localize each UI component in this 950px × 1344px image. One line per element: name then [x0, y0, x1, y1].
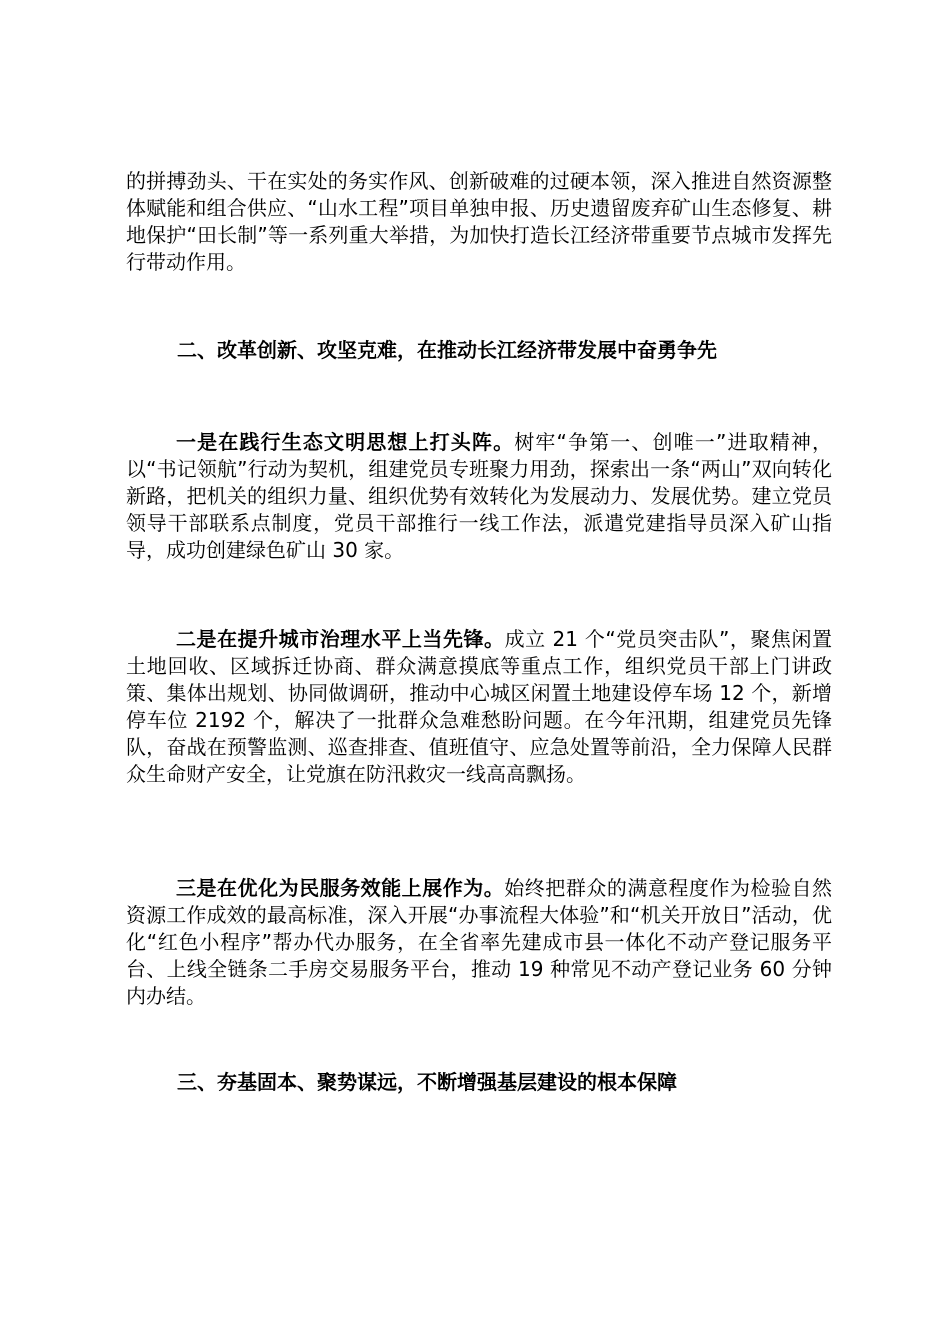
point-three-paragraph	[126, 875, 832, 1010]
point-one-lead: 一是在践行生态文明思想上打头阵。	[176, 430, 515, 454]
section-three-heading: 三、夯基固本、聚势谋远，不断增强基层建设的根本保障	[177, 1070, 677, 1094]
point-two-paragraph	[126, 626, 832, 788]
point-three-lead: 三是在优化为民服务效能上展作为。	[176, 876, 505, 900]
intro-paragraph: 的拼搏劲头、干在实处的务实作风、创新破难的过硬本领，深入推进自然资源整体赋能和组合供应、“山水工程”项目单独申报、历史遗留废弃矿山生态修复、耕地保护“田长制”等一系列重大举措，为加快打造长江经济带重要节点城市发挥先行带动作用。	[126, 169, 832, 274]
point-two-lead: 二是在提升城市治理水平上当先锋。	[176, 627, 505, 651]
section-two-heading: 二、改革创新、攻坚克难，在推动长江经济带发展中奋勇争先	[177, 338, 717, 362]
point-one-paragraph	[126, 429, 832, 564]
point-three-body: 始终把群众的满意程度作为检验自然资源工作成效的最高标准，深入开展“办事流程大体验”和“机关开放日”活动，优化“红色小程序”帮办代办服务，在全省率先建成市县一体化不动产登记服务平台、上线全链条二手房交易服务平台，推动 19 种常见不动产登记业务 60 分钟内办结。	[126, 876, 833, 1008]
point-one-body: 树牢“争第一、创唯一”进取精神，以“书记领航”行动为契机，组建党员专班聚力用劲，探索出一条“两山”双向转化新路，把机关的组织力量、组织优势有效转化为发展动力、发展优势。建立党员领导干部联系点制度，党员干部推行一线工作法，派遣党建指导员深入矿山指导，成功创建绿色矿山 30 家。	[126, 430, 832, 562]
point-two-body: 成立 21 个“党员突击队”，聚焦闲置土地回收、区域拆迁协商、群众满意摸底等重点工作，组织党员干部上门讲政策、集体出规划、协同做调研，推动中心城区闲置土地建设停车场 12 个，新增停车位 2192 个，解决了一批群众急难愁盼问题。在今年汛期，组建党员先锋队，奋战在预警监测、巡查排查、值班值守、应急处置等前沿，全力保障人民群众生命财产安全，让党旗在防汛救灾一线高高飘扬。	[126, 627, 833, 786]
